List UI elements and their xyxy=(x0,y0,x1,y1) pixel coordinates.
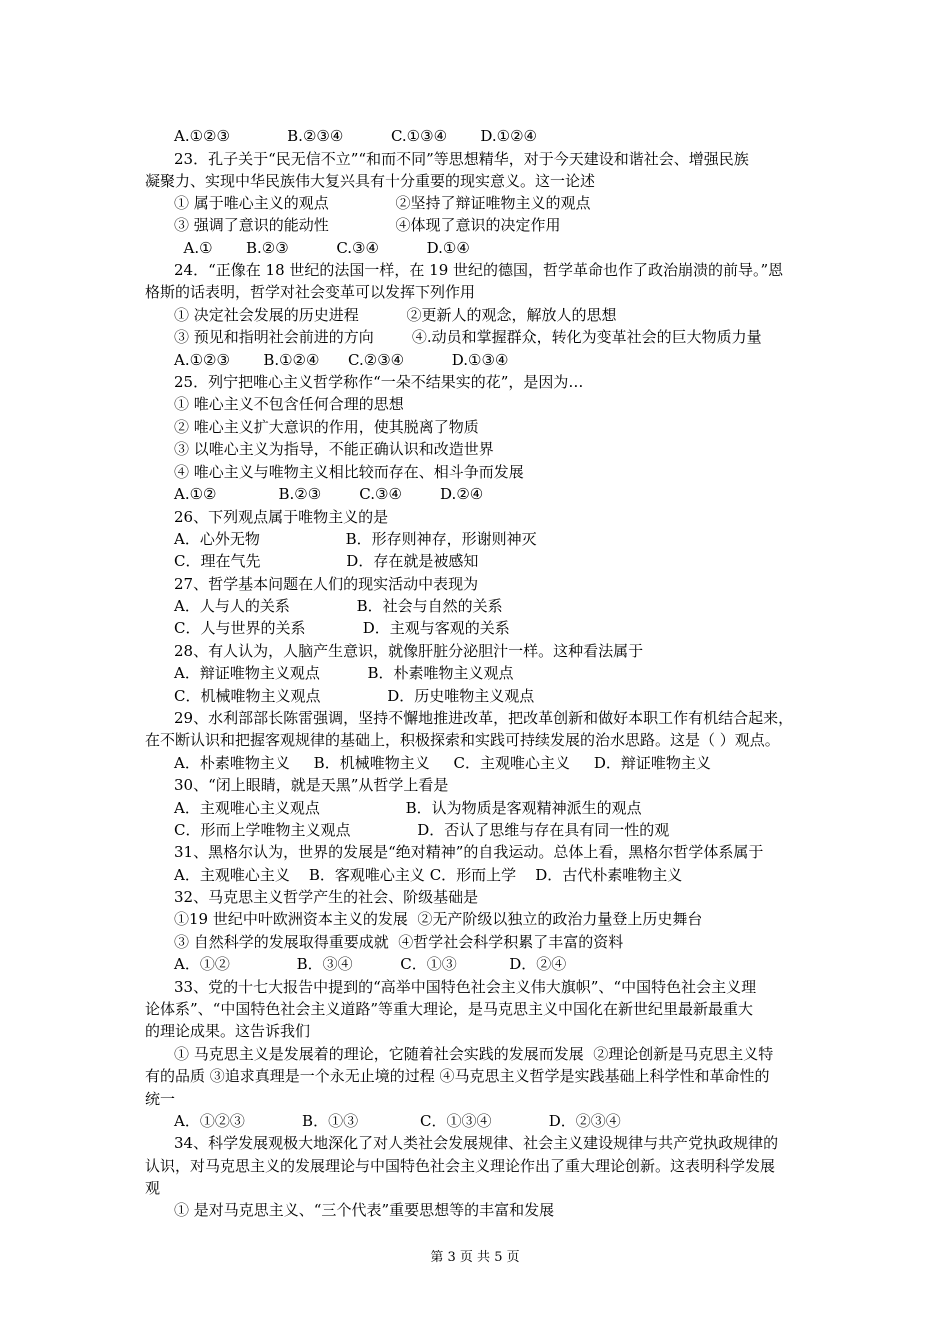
q24-statements-1: ① 决定社会发展的历史进程 ②更新人的观念，解放人的思想 xyxy=(174,306,617,324)
q23-statements-2: ③ 强调了意识的能动性 ④体现了意识的决定作用 xyxy=(174,216,561,234)
q29-stem-line-1: 29、水利部部长陈雷强调，坚持不懈地推进改革，把改革创新和做好本职工作有机结合起来， xyxy=(174,709,794,727)
q28-options-1: A．辩证唯物主义观点 B．朴素唯物主义观点 xyxy=(174,664,514,682)
q25-statement-2: ② 唯心主义扩大意识的作用，使其脱离了物质 xyxy=(174,418,479,436)
q34-stem-line-2: 认识，对马克思主义的发展理论与中国特色社会主义理论作出了重大理论创新。这表明科学发展 xyxy=(145,1157,776,1175)
q25-statement-1: ① 唯心主义不包含任何合理的思想 xyxy=(174,395,404,413)
q29-options: A．朴素唯物主义 B．机械唯物主义 C．主观唯心主义 D．辩证唯物主义 xyxy=(174,754,711,772)
q33-stem-line-2: 论体系”、“中国特色社会主义道路”等重大理论，是马克思主义中国化在新世纪里最新最重大 xyxy=(145,1000,754,1018)
q32-statements-2: ③ 自然科学的发展取得重要成就 ④哲学社会科学积累了丰富的资料 xyxy=(174,933,624,951)
page-number-footer: 第 3 页 共 5 页 xyxy=(430,1250,520,1265)
q32-statements-1: ①19 世纪中叶欧洲资本主义的发展 ②无产阶级以独立的政治力量登上历史舞台 xyxy=(174,910,703,928)
q26-options-1: A．心外无物 B．形存则神存，形谢则神灭 xyxy=(174,530,537,548)
q30-options-1: A．主观唯心主义观点 B．认为物质是客观精神派生的观点 xyxy=(174,799,642,817)
q25-statement-3: ③ 以唯心主义为指导，不能正确认识和改造世界 xyxy=(174,440,494,458)
q28-stem: 28、有人认为，人脑产生意识，就像肝脏分泌胆汁一样。这种看法属于 xyxy=(174,642,644,660)
q24-stem-line-2: 格斯的话表明，哲学对社会变革可以发挥下列作用 xyxy=(145,283,476,301)
q33-options: A．①②③ B．①③ C．①③④ D．②③④ xyxy=(174,1112,621,1130)
q33-statements-2: 有的品质 ③追求真理是一个永无止境的过程 ④马克思主义哲学是实践基础上科学性和革命性的 xyxy=(145,1067,770,1085)
q25-options: A.①② B.②③ C.③④ D.②④ xyxy=(174,485,484,503)
q34-stem-line-1: 34、科学发展观极大地深化了对人类社会发展规律、社会主义建设规律与共产党执政规律的 xyxy=(174,1134,779,1152)
q31-options: A．主观唯心主义 B．客观唯心主义 C．形而上学 D．古代朴素唯物主义 xyxy=(174,866,683,884)
q33-stem-line-3: 的理论成果。这告诉我们 xyxy=(145,1022,311,1040)
q34-statement-1: ① 是对马克思主义、“三个代表”重要思想等的丰富和发展 xyxy=(174,1201,555,1219)
q33-statements-1: ① 马克思主义是发展着的理论，它随着社会实践的发展而发展 ②理论创新是马克思主义特 xyxy=(174,1045,774,1063)
q34-stem-line-3: 观 xyxy=(145,1179,161,1197)
q27-options-2: C．人与世界的关系 D．主观与客观的关系 xyxy=(174,619,510,637)
q33-statements-3: 统一 xyxy=(145,1090,176,1108)
q32-options: A．①② B．③④ C．①③ D．②④ xyxy=(174,955,567,973)
q24-statements-2: ③ 预见和指明社会前进的方向 ④.动员和掌握群众，转化为变革社会的巨大物质力量 xyxy=(174,328,762,346)
q28-options-2: C．机械唯物主义观点 D．历史唯物主义观点 xyxy=(174,687,535,705)
q33-stem-line-1: 33、党的十七大报告中提到的“高举中国特色社会主义伟大旗帜”、“中国特色社会主义理 xyxy=(174,978,757,996)
q24-options: A.①②③ B.①②④ C.②③④ D.①③④ xyxy=(174,351,509,369)
q26-options-2: C．理在气先 D．存在就是被感知 xyxy=(174,552,479,570)
q26-stem: 26、下列观点属于唯物主义的是 xyxy=(174,508,389,526)
q32-stem: 32、马克思主义哲学产生的社会、阶级基础是 xyxy=(174,888,479,906)
q30-options-2: C．形而上学唯物主义观点 D．否认了思维与存在具有同一性的观 xyxy=(174,821,670,839)
q23-stem-line-1: 23．孔子关于“民无信不立”“和而不同”等思想精华，对于今天建设和谐社会、增强民族 xyxy=(174,150,749,168)
q30-stem: 30、“闭上眼睛，就是天黑”从哲学上看是 xyxy=(174,776,449,794)
q31-stem: 31、黑格尔认为，世界的发展是“绝对精神”的自我运动。总体上看，黑格尔哲学体系属于 xyxy=(174,843,764,861)
q22-options: A.①②③ B.②③④ C.①③④ D.①②④ xyxy=(174,127,538,145)
q25-stem: 25．列宁把唯心主义哲学称作“一朵不结果实的花”，是因为… xyxy=(174,373,584,391)
q23-statements-1: ① 属于唯心主义的观点 ②坚持了辩证唯物主义的观点 xyxy=(174,194,591,212)
q25-statement-4: ④ 唯心主义与唯物主义相比较而存在、相斗争而发展 xyxy=(174,463,524,481)
q24-stem-line-1: 24．“正像在 18 世纪的法国一样，在 19 世纪的德国，哲学革命也作了政治崩溃的前导。”恩 xyxy=(174,261,784,279)
q27-stem: 27、哲学基本问题在人们的现实活动中表现为 xyxy=(174,575,479,593)
q23-options: A.① B.②③ C.③④ D.①④ xyxy=(174,239,470,257)
q27-options-1: A．人与人的关系 B．社会与自然的关系 xyxy=(174,597,503,615)
q23-stem-line-2: 凝聚力、实现中华民族伟大复兴具有十分重要的现实意义。这一论述 xyxy=(145,172,596,190)
q29-stem-line-2: 在不断认识和把握客观规律的基础上，积极探索和实践可持续发展的治水思路。这是（ ）观点。 xyxy=(145,731,780,749)
